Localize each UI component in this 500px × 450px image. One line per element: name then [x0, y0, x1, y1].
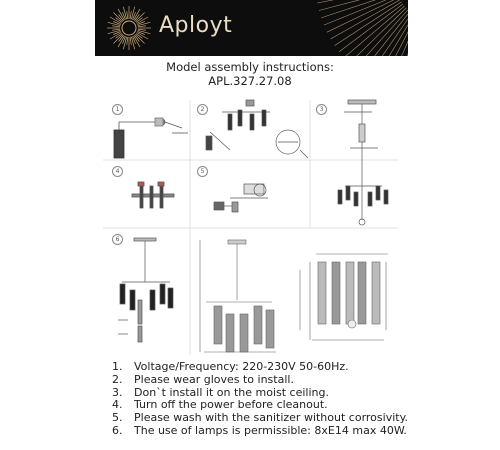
instruction-item: 3. Don`t install it on the moist ceiling.: [112, 385, 329, 399]
instruction-item: 2. Please wear gloves to install.: [112, 372, 294, 386]
page-title: Model assembly instructions:: [166, 60, 334, 74]
step-number-4: 4: [112, 166, 123, 177]
step-number-3: 3: [316, 104, 327, 115]
step-number-6: 6: [112, 234, 123, 245]
instruction-item: 6. The use of lamps is permissible: 8xE14 max 40W.: [112, 423, 407, 437]
instructions-list: [112, 361, 408, 438]
step-number-5: 5: [197, 166, 208, 177]
step-6-diagram: [118, 238, 173, 342]
instruction-item: 4. Turn off the power before cleanout.: [112, 398, 328, 412]
step-5-diagram: [214, 184, 268, 212]
step-2-diagram: [206, 100, 308, 158]
step-number-1: 1: [112, 104, 123, 115]
step-3-diagram: [338, 100, 388, 225]
step-1-diagram: [114, 118, 188, 158]
step-4-diagram: [132, 182, 174, 208]
dimension-drawing-front: [200, 240, 276, 352]
step-number-2: 2: [197, 104, 208, 115]
model-number: APL.327.27.08: [208, 74, 292, 88]
dimension-drawing-side: [300, 254, 388, 340]
instruction-item: 5. Please wash with the sanitizer without corrosivity.: [112, 411, 409, 425]
brand-name: Aployt: [159, 13, 233, 38]
instruction-item: 1. Voltage/Frequency: 220-230V 50-60Hz.: [112, 360, 349, 373]
